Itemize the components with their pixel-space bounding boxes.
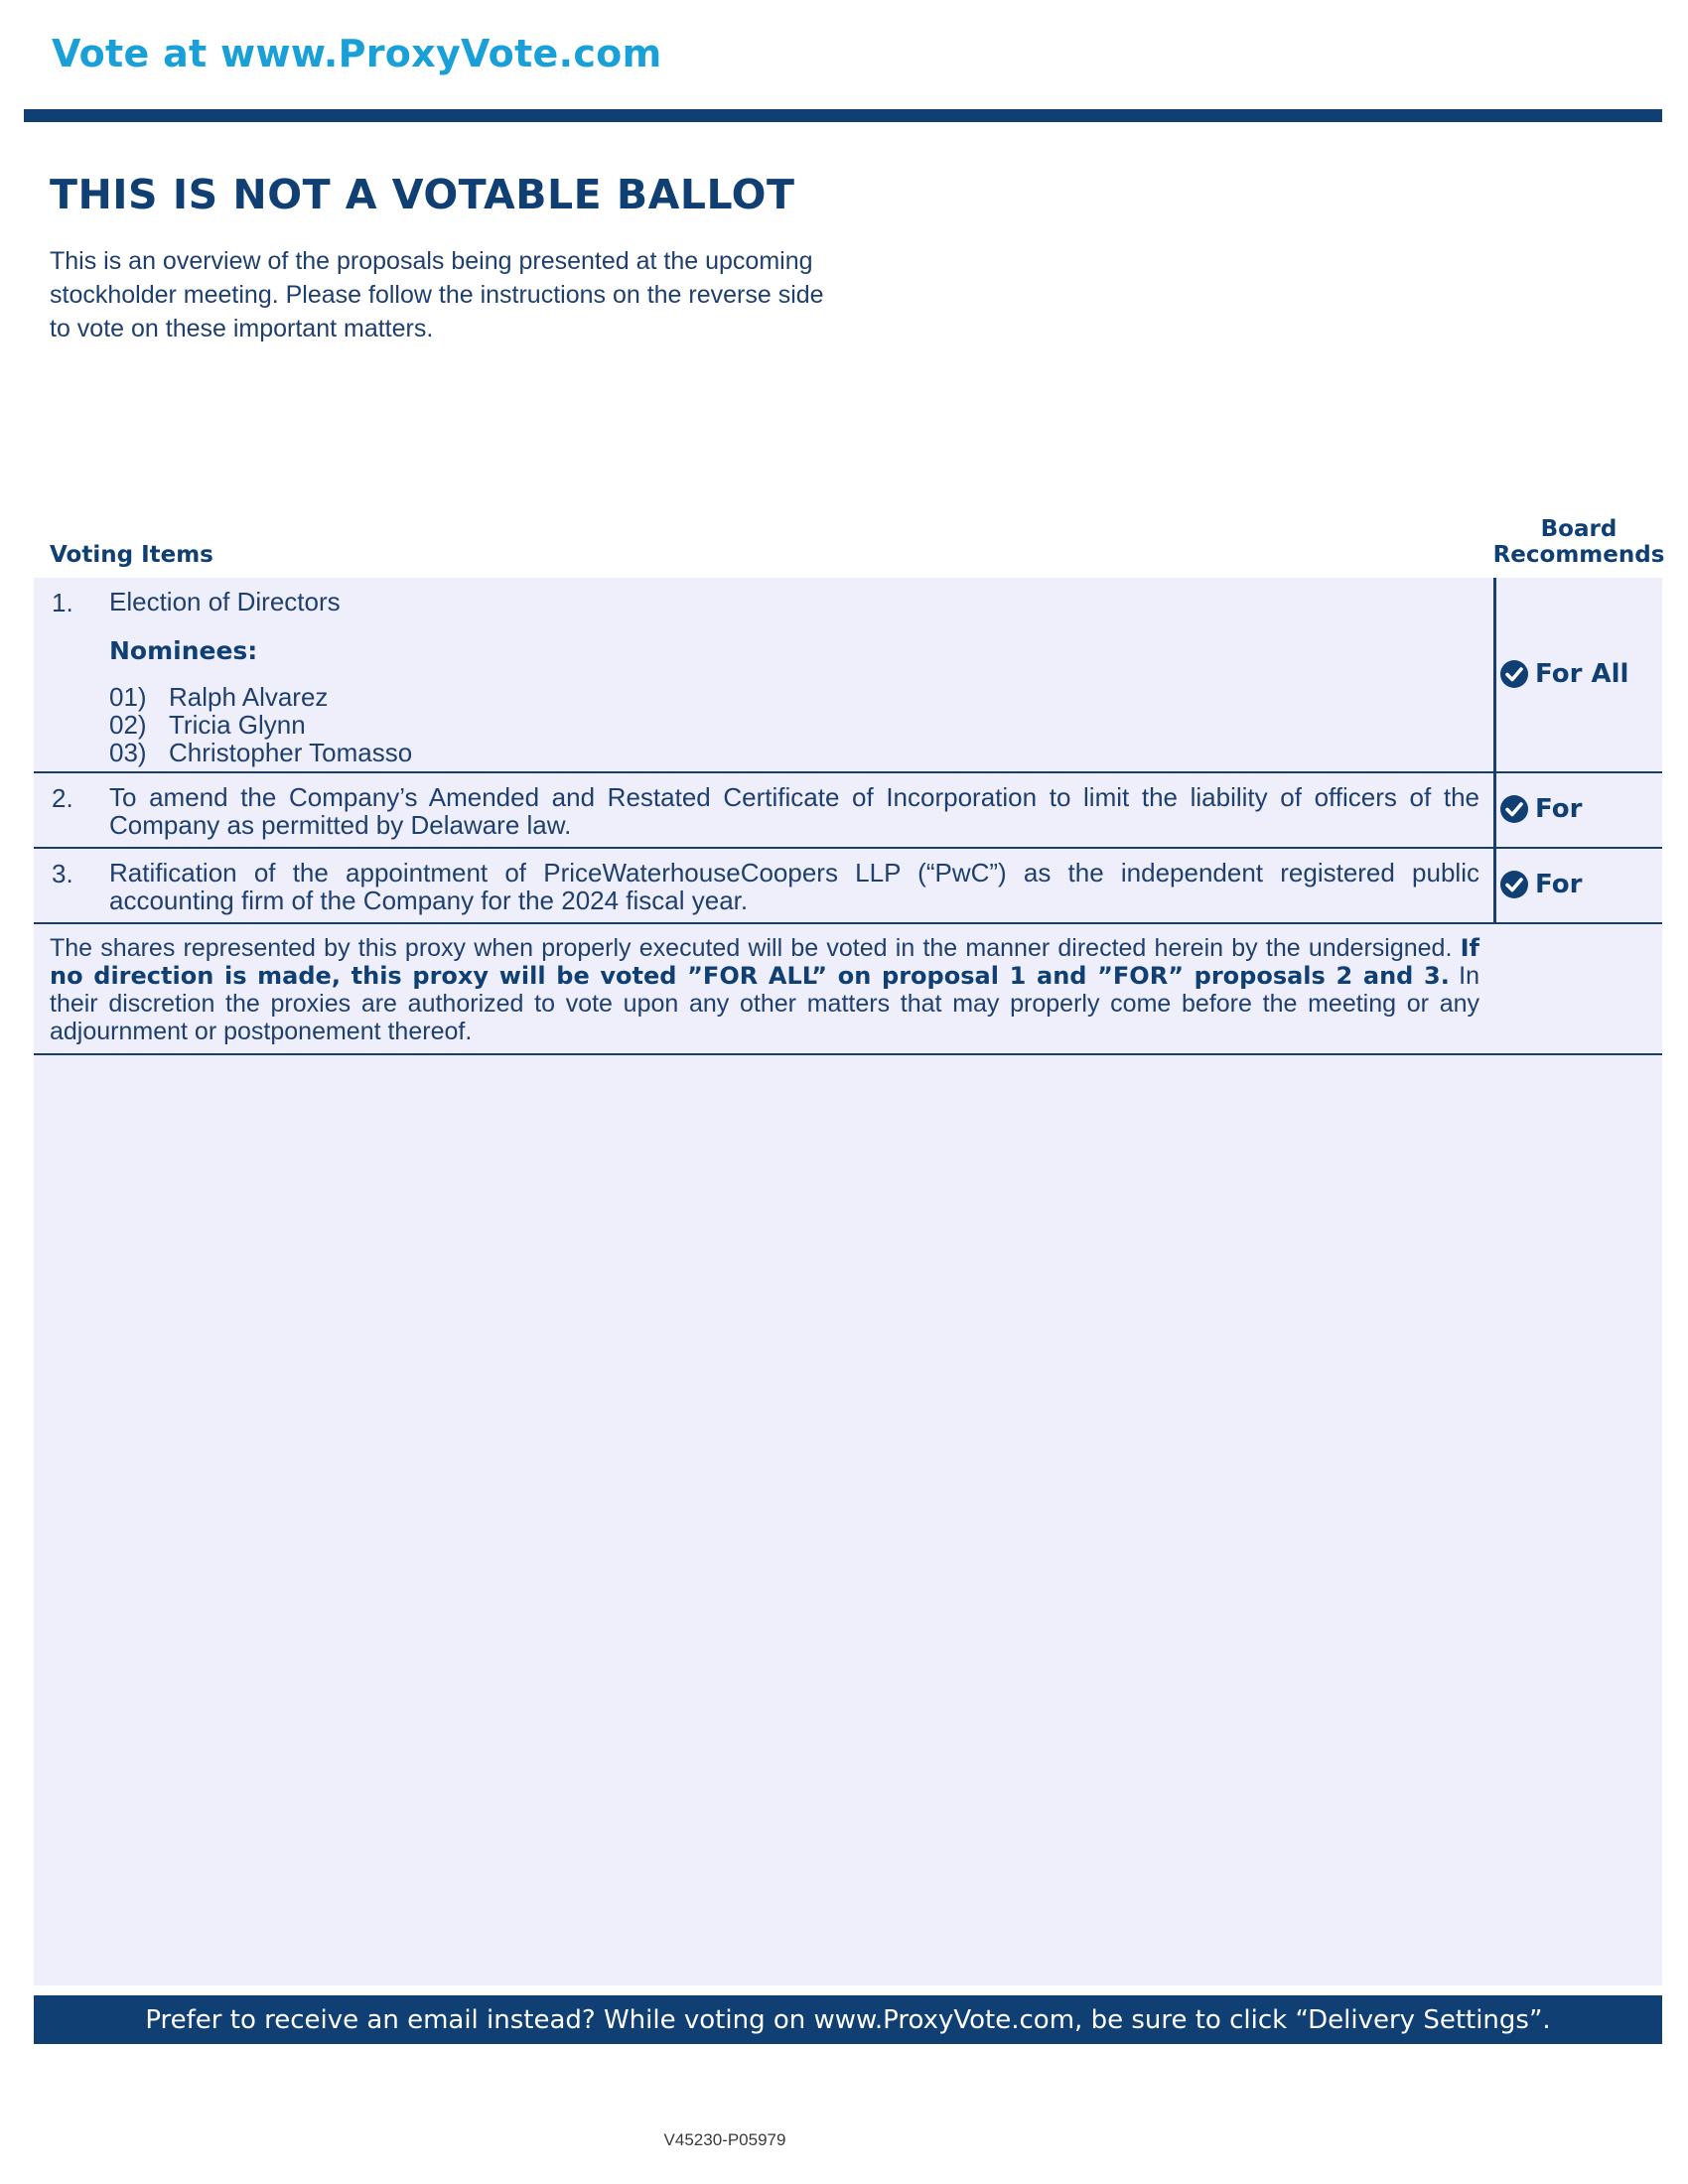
page-title: THIS IS NOT A VOTABLE BALLOT [50,171,795,218]
nominee-row [109,739,412,766]
column-header-board-recommends: Board Recommends [1492,516,1665,568]
proxy-disclaimer [50,934,1479,1045]
check-circle-icon [1499,659,1529,689]
check-circle-icon [1499,794,1529,824]
footer-text: Prefer to receive an email instead? While voting on www.ProxyVote.com, be sure to click “Delivery Settings”. [145,2004,1551,2035]
recommendation-column-divider [1493,578,1496,923]
nominee-name: Ralph Alvarez [169,682,329,712]
nominee-row [109,683,328,711]
nominee-number: 01) [109,682,147,712]
nominees-label: Nominees: [109,636,258,665]
nominee-number: 02) [109,710,147,740]
item-2-recommendation [1499,794,1582,824]
item-1-number: 1. [52,588,73,617]
row-divider [34,1053,1662,1055]
column-header-voting-items: Voting Items [50,542,213,568]
item-2-number: 2. [52,783,73,813]
footer-banner [34,1995,1662,2044]
disclaimer-text: In their discretion the proxies are authorized to vote upon any other matters that may properly come before the meeting or any adjournment or postponement thereof. [50,962,1480,1045]
recommendation-label: For [1535,870,1583,899]
nominee-name: Christopher Tomasso [169,738,413,767]
item-3-text: Ratification of the appointment of PriceWaterhouseCoopers LLP (“PwC”) as the independent registered public accounting firm of the Company for the 2024 fiscal year. [109,858,1479,915]
row-divider [34,922,1662,924]
nominee-name: Tricia Glynn [169,710,306,740]
disclaimer-text: The shares represented by this proxy when properly executed will be voted in the manner directed herein by the undersigned. [50,934,1461,962]
nominee-number: 03) [109,738,147,767]
item-2-text: To amend the Company’s Amended and Restated Certificate of Incorporation to limit the liability of officers of the Company as permitted by Delaware law. [109,782,1479,840]
disclaimer-bold-text: If no direction is made, this proxy will be voted ”FOR ALL” on proposal 1 and ”FOR” proposals 2 and 3. [50,934,1479,990]
item-3-recommendation [1499,870,1582,899]
intro-paragraph: This is an overview of the proposals being presented at the upcoming stockholder meeting. Please follow the instructions on the reverse side to vote on these important matters. [50,247,824,342]
item-1-recommendation [1499,659,1628,689]
check-circle-icon [1499,870,1529,899]
row-divider [34,771,1662,773]
header-proxyvote-link[interactable]: Vote at www.ProxyVote.com [52,32,662,75]
nominee-row [109,711,306,739]
recommendation-label: For All [1535,659,1629,689]
item-3-number: 3. [52,859,73,888]
recommendation-label: For [1535,794,1583,824]
row-divider [34,847,1662,849]
item-1-text: Election of Directors [109,587,341,616]
header-divider [24,109,1662,122]
document-code: V45230-P05979 [663,2130,786,2149]
